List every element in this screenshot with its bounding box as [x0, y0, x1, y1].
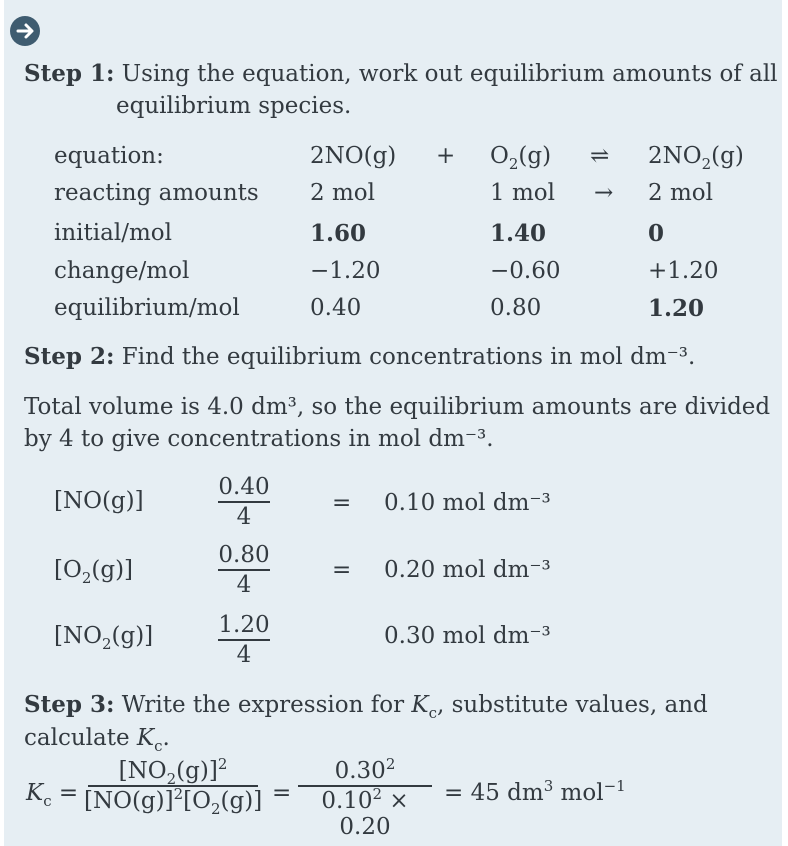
kc-den1: $[NO(g)]^2[O_2(g)]$: [84, 784, 263, 818]
conc-species-no: [NO(g)]: [54, 488, 144, 514]
conc-eq-no: =: [332, 490, 352, 516]
row-equilibrium-c1: 0.40: [310, 295, 362, 321]
row-reacting-c1: 2 mol: [310, 180, 375, 206]
conc-result-no: 0.10 mol dm⁻³: [384, 490, 551, 516]
conc-fraction-no2: [214, 612, 274, 668]
kc-num1: $[NO_2(g)]^2$: [118, 755, 228, 788]
row-equation-plus: +: [436, 143, 456, 169]
kc-fraction-1: [84, 755, 263, 818]
worked-example-panel: [4, 0, 782, 846]
step1-text-line2: equilibrium species.: [116, 93, 352, 119]
row-change-c3: +1.20: [648, 258, 719, 284]
conc-fraction-o2: [214, 542, 274, 598]
row-equilibrium-c3: 1.20: [648, 295, 705, 322]
conc-eq-o2: =: [332, 557, 352, 583]
conc-fraction-no: [214, 474, 274, 530]
conc-den-o2: 4: [236, 571, 252, 598]
step3-text-line2: calculate $K_c$.: [24, 725, 170, 755]
conc-species-o2: $[O_2(g)]$: [54, 557, 134, 587]
row-initial-c3: 0: [648, 220, 665, 247]
row-initial-c2: 1.40: [490, 220, 547, 247]
row-reacting-c2: 1 mol: [490, 180, 555, 206]
conc-result-o2: 0.20 mol dm⁻³: [384, 557, 551, 583]
step3-label: Step 3:: [24, 691, 115, 718]
conc-num-no2: 1.20: [218, 612, 270, 638]
step3-line1: [24, 691, 708, 722]
kc-den2: $0.10^2 \times 0.20$: [321, 784, 409, 840]
row-initial-label: initial/mol: [54, 220, 172, 246]
step2-text: Find the equilibrium concentrations in mol dm⁻³.: [121, 344, 696, 370]
row-reacting-c3: 2 mol: [648, 180, 713, 206]
row-reacting-label: reacting amounts: [54, 180, 259, 206]
row-equation-label: equation:: [54, 143, 164, 169]
step3-text: Write the expression for $K_c$, substitute values, and: [121, 692, 708, 722]
row-change-c1: −1.20: [310, 258, 381, 284]
conc-den-no2: 4: [236, 641, 252, 668]
conc-den-no: 4: [236, 503, 252, 530]
step1-label: Step 1:: [24, 60, 115, 87]
kc-fraction-2: [294, 755, 436, 840]
conc-species-no2: $[NO_2(g)]$: [54, 623, 154, 653]
conc-num-no: 0.40: [218, 474, 270, 500]
row-change-c2: −0.60: [490, 258, 561, 284]
kc-lhs: $K_c$ =: [26, 780, 79, 810]
row-equation-c2: $O_2(g)$: [490, 143, 552, 173]
step2-label: Step 2:: [24, 343, 115, 370]
row-change-label: change/mol: [54, 258, 190, 284]
step2-para-line1: Total volume is 4.0 dm³, so the equilibrium amounts are divided: [24, 394, 771, 420]
conc-num-o2: 0.80: [218, 542, 270, 568]
row-equation-c3: $2NO_2(g)$: [648, 143, 744, 173]
kc-eq: =: [272, 780, 292, 806]
arrow-right-icon[interactable]: [10, 16, 40, 46]
step1-line1: [24, 60, 778, 88]
row-equilibrium-label: equilibrium/mol: [54, 295, 240, 321]
row-equation-equilibrium-arrow: ⇌: [590, 143, 610, 169]
step1-text: Using the equation, work out equilibrium amounts of all: [121, 61, 778, 87]
kc-num2: 0.30$^2$: [334, 755, 396, 784]
step2-para-line2: by 4 to give concentrations in mol dm⁻³.: [24, 426, 494, 452]
row-initial-c1: 1.60: [310, 220, 367, 247]
step2-line: [24, 343, 695, 371]
row-equation-c1: 2NO(g): [310, 143, 397, 169]
row-equilibrium-c2: 0.80: [490, 295, 542, 321]
row-reacting-arrow: →: [594, 180, 614, 206]
kc-result: = 45 $dm^3$ mol$^{-1}$: [444, 777, 626, 806]
conc-result-no2: 0.30 mol dm⁻³: [384, 623, 551, 649]
